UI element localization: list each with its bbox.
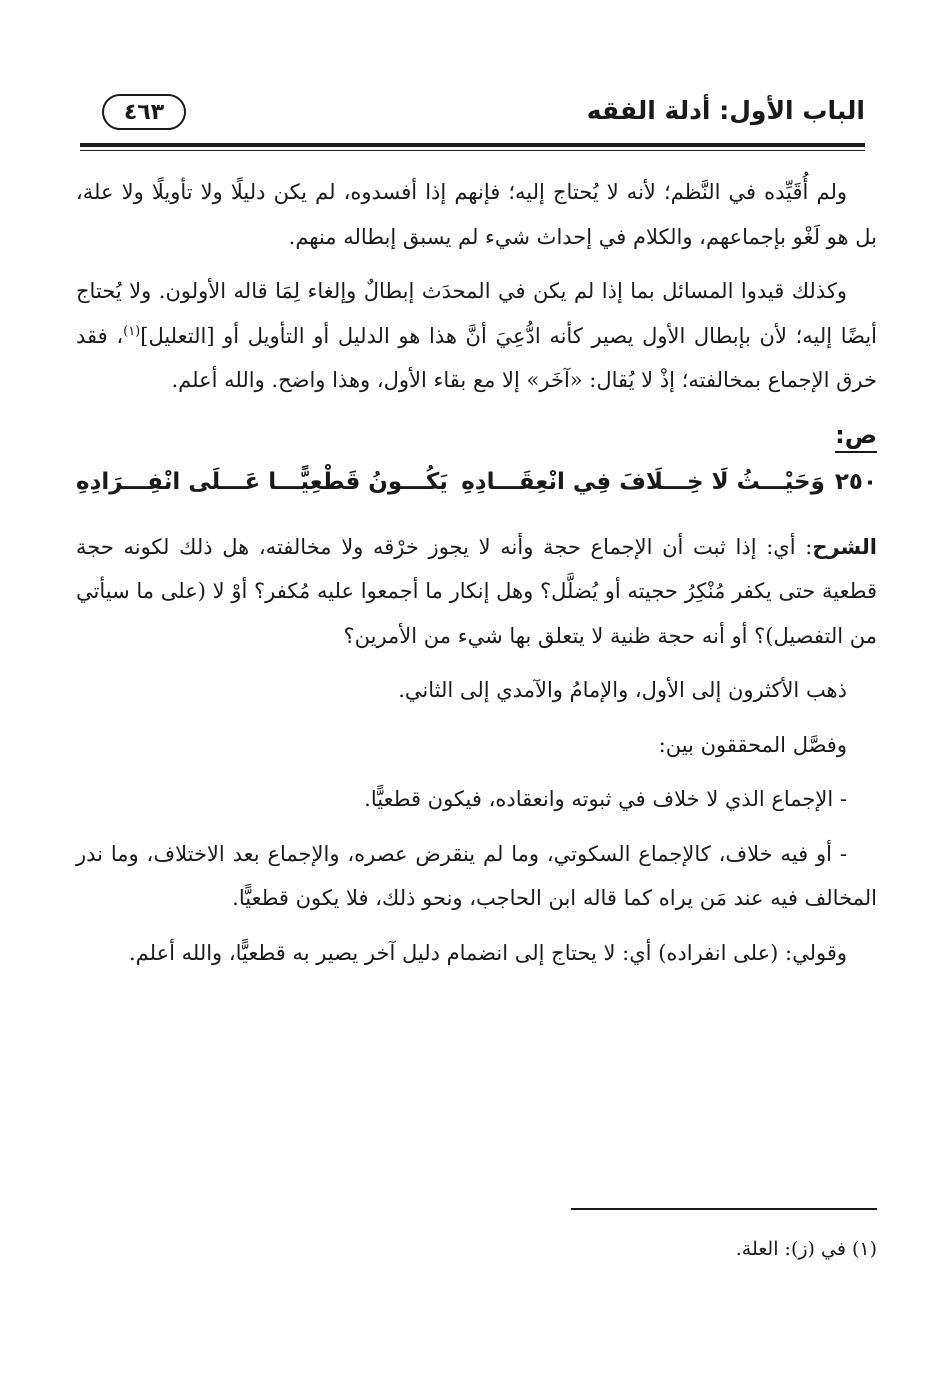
footnote-reference: (١) [123, 323, 141, 339]
commentary-paragraph-3: وفصَّل المحققون بين: [658, 732, 847, 757]
verse-hemistich-1: وَحَيْـــثُ لَا خِـــلَافَ فِي انْعِقَـــادِهِ [461, 468, 825, 495]
main-text [76, 170, 877, 975]
commentary-paragraph-1-text: : أي: إذا ثبت أن الإجماع حجة وأنه لا يجوز خرْقه ولا مخالفته، هل ذلك لكونه حجة قطعية حتى يكفر مُنْكِرُ حجيته أو يُضلَّل؟ وهل إنكار ما أجمعوا عليه مُكفر؟ أوْ لا (على ما سيأتي من التفصيل)؟ أو أنه حجة ظنية لا يتعلق بها شيء من الأمرين؟ [76, 534, 877, 648]
bullet-item-1: - الإجماع الذي لا خلاف في ثبوته وانعقاده، فيكون قطعيًّا. [364, 787, 847, 811]
verse-first-half [461, 457, 877, 507]
footnote-separator [571, 1208, 877, 1210]
paragraph-2-part-1: وكذلك قيدوا المسائل بما إذا لم يكن في المحدَث إبطالٌ وإلغاء لِمَا قاله الأولون. ولا يُحتاج أيضًا إليه؛ لأن بإبطال الأول يصير كأنه ادُّعِيَ أنَّ هذا هو الدليل أو التأويل أو [التعليل] [76, 279, 878, 348]
paragraph-1: ولم أُقَيِّده في النَّظم؛ لأنه لا يُحتاج إليه؛ فإنهم إذا أفسدوه، لم يكن دليلًا ولا تأويلًا ولا علة، بل هو لَغْو بإجماعهم، والكلام في إحداث شيء لم يسبق إبطاله منهم. [76, 180, 877, 249]
commentary-paragraph-4: وقولي: (على انفراده) أي: لا يحتاج إلى انضمام دليل آخر يصير به قطعيًّا، والله أعلم. [128, 940, 847, 965]
commentary-lead-word: الشرح [812, 534, 877, 559]
paragraph-2 [76, 269, 877, 403]
bullet-item-2: - أو فيه خلاف، كالإجماع السكوتي، وما لم ينقرض عصره، والإجماع بعد الاختلاف، وما ندر المخالف فيه عند مَن يراه كما قاله ابن الحاجب، ونحو ذلك، فلا يكون قطعيًّا. [76, 841, 877, 910]
verse-line [76, 457, 877, 507]
section-label [76, 421, 877, 449]
verse-hemistich-2: يَكُـــونُ قَطْعِيًّـــا عَـــلَى انْفِـــرَادِهِ [76, 468, 448, 495]
footnote-1: (١) في (ز): العلة. [735, 1238, 877, 1260]
header-rule [80, 143, 865, 147]
section-label-text: ص: [835, 421, 877, 453]
page-number: ٤٦٣ [102, 94, 186, 130]
commentary-paragraph-2: ذهب الأكثرون إلى الأول، والإمامُ والآمدي إلى الثاني. [398, 678, 847, 702]
paragraph-2-part-2: ، فقد خرق الإجماع بمخالفته؛ إذْ لا يُقال: «آخَر» إلا مع بقاء الأول، وهذا واضح. والله أعلم. [76, 323, 877, 392]
commentary-paragraph-1 [76, 525, 877, 659]
chapter-title: الباب الأول: أدلة الفقه [586, 96, 865, 125]
verse-number: ٢٥٠ [834, 468, 877, 495]
running-header [80, 92, 865, 140]
header-rule-thin [80, 150, 865, 151]
